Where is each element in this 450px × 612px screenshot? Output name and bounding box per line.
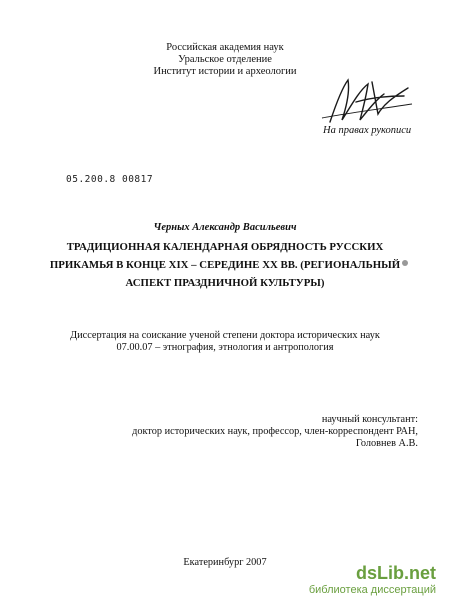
author-name: Черных Александр Васильевич (153, 222, 297, 233)
advisor-label: научный консультант: (321, 414, 418, 425)
header-academy: Российская академия наук (166, 42, 284, 53)
degree-line: Диссертация на соискание ученой степени доктора исторических наук (70, 330, 380, 341)
handwritten-signature (312, 74, 422, 130)
specialty-line: 07.00.07 – этнография, этнология и антропология (116, 342, 334, 353)
degree-statement (0, 330, 450, 354)
registration-stamp-number: 05.200.8 00817 (66, 174, 154, 185)
scientific-advisor-block (0, 414, 418, 450)
institution-header (0, 42, 450, 78)
advisor-name: Головнев А.В. (355, 438, 418, 449)
header-institute: Институт истории и археологии (153, 66, 297, 77)
title-line-1: ТРАДИЦИОННАЯ КАЛЕНДАРНАЯ ОБРЯДНОСТЬ РУССКИХ (66, 241, 384, 253)
manuscript-rights-note: На правах рукописи (323, 125, 412, 136)
dslib-watermark (308, 563, 436, 597)
watermark-logo: dsLib.net (356, 563, 436, 583)
ink-smear-mark (402, 260, 408, 266)
title-line-3: АСПЕКТ ПРАЗДНИЧНОЙ КУЛЬТУРЫ) (125, 277, 325, 289)
advisor-credentials: доктор исторических наук, профессор, член-корреспондент РАН, (132, 426, 418, 437)
dissertation-title (40, 238, 410, 292)
title-line-2: ПРИКАМЬЯ В КОНЦЕ XIX – СЕРЕДИНЕ XX ВВ. (РЕГИОНАЛЬНЫЙ (49, 259, 401, 271)
city-year: Екатеринбург 2007 (183, 557, 267, 568)
watermark-subtitle: библиотека диссертаций (308, 584, 436, 596)
header-branch: Уральское отделение (178, 54, 272, 65)
